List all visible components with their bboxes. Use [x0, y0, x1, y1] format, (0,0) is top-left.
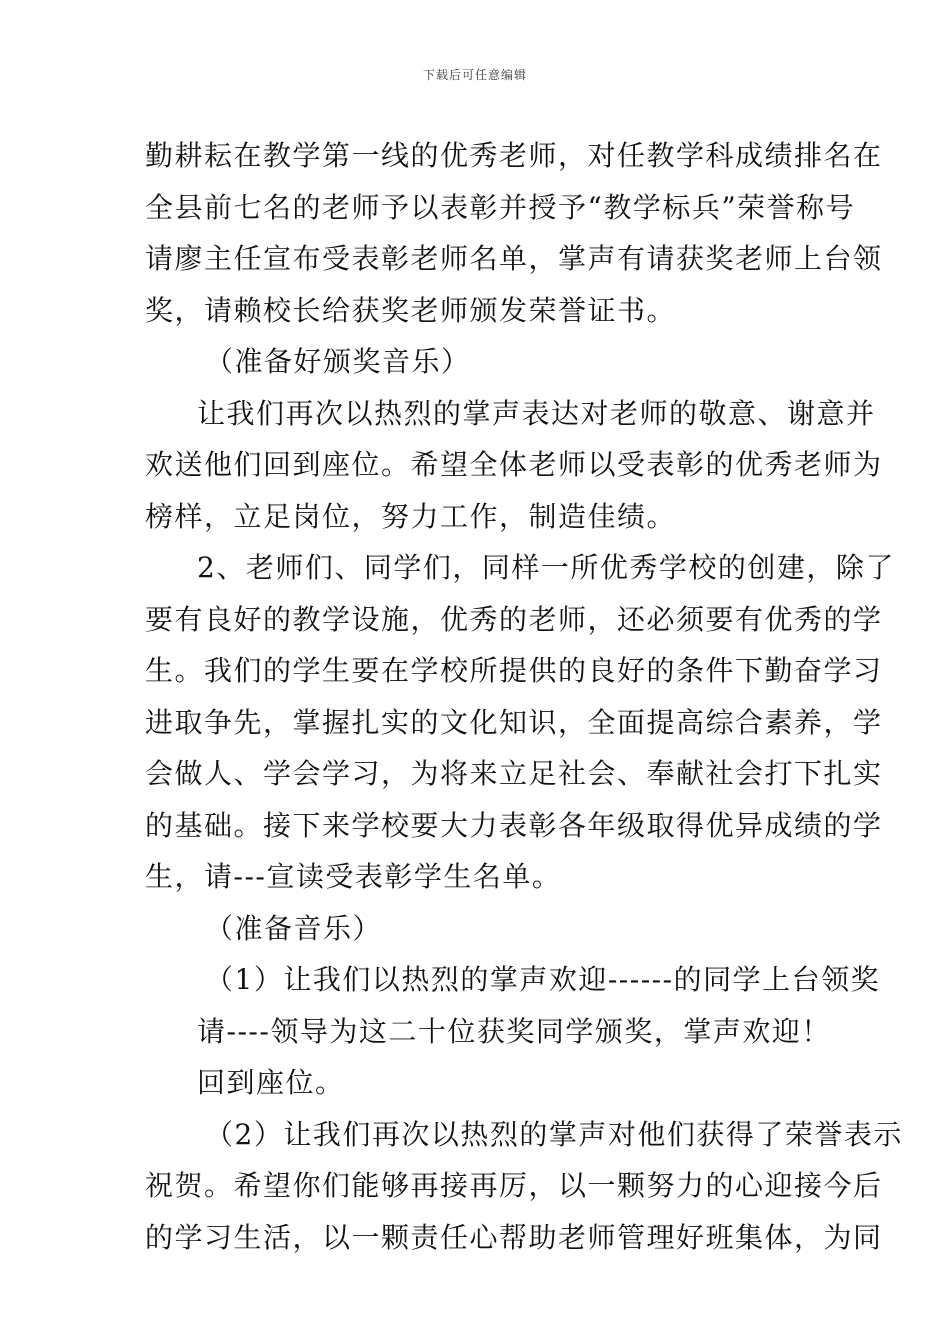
- text-line: （准备好颁奖音乐）: [205, 345, 471, 378]
- text-line: 请廖主任宣布受表彰老师名单，掌声有请获奖老师上台领: [145, 242, 883, 275]
- page-header: 下载后可任意编辑: [422, 68, 527, 82]
- text-line: 回到座位。: [197, 1066, 345, 1099]
- text-line: （2）让我们再次以热烈的掌声对他们获得了荣誉表示: [205, 1117, 903, 1151]
- text-line: 让我们再次以热烈的掌声表达对老师的敬意、谢意并: [197, 396, 876, 430]
- text-line: 会做人、学会学习，为将来立足社会、奉献社会打下扎实: [145, 757, 883, 790]
- document-body: [145, 130, 903, 1263]
- text-line: 全县前七名的老师予以表彰并授予“教学标兵”荣誉称号: [145, 190, 856, 224]
- text-line: （准备音乐）: [205, 911, 383, 945]
- text-line: 2、老师们、同学们，同样一所优秀学校的创建，除了: [197, 551, 895, 584]
- text-line: 请----领导为这二十位获奖同学颁奖，掌声欢迎！: [197, 1014, 831, 1048]
- text-line: 要有良好的教学设施，优秀的老师，还必须要有优秀的学: [145, 602, 883, 636]
- text-line: 奖，请赖校长给获奖老师颁发荣誉证书。: [145, 293, 677, 327]
- text-line: 欢送他们回到座位。希望全体老师以受表彰的优秀老师为: [145, 448, 883, 481]
- text-line: 生，请---宣读受表彰学生名单。: [145, 860, 562, 893]
- text-line: 的基础。接下来学校要大力表彰各年级取得优异成绩的学: [145, 808, 883, 842]
- text-line: 的学习生活，以一颗责任心帮助老师管理好班集体，为同: [145, 1220, 883, 1254]
- text-line: 进取争先，掌握扎实的文化知识，全面提高综合素养，学: [145, 705, 883, 739]
- text-line: 勤耕耘在教学第一线的优秀老师，对任教学科成绩排名在: [145, 139, 883, 172]
- text-line: 祝贺。希望你们能够再接再厉，以一颗努力的心迎接今后: [145, 1169, 883, 1202]
- text-line: （1）让我们以热烈的掌声欢迎------的同学上台领奖: [205, 963, 881, 996]
- text-line: 榜样，立足岗位，努力工作，制造佳绩。: [145, 499, 677, 533]
- text-line: 生。我们的学生要在学校所提供的良好的条件下勤奋学习: [145, 654, 883, 687]
